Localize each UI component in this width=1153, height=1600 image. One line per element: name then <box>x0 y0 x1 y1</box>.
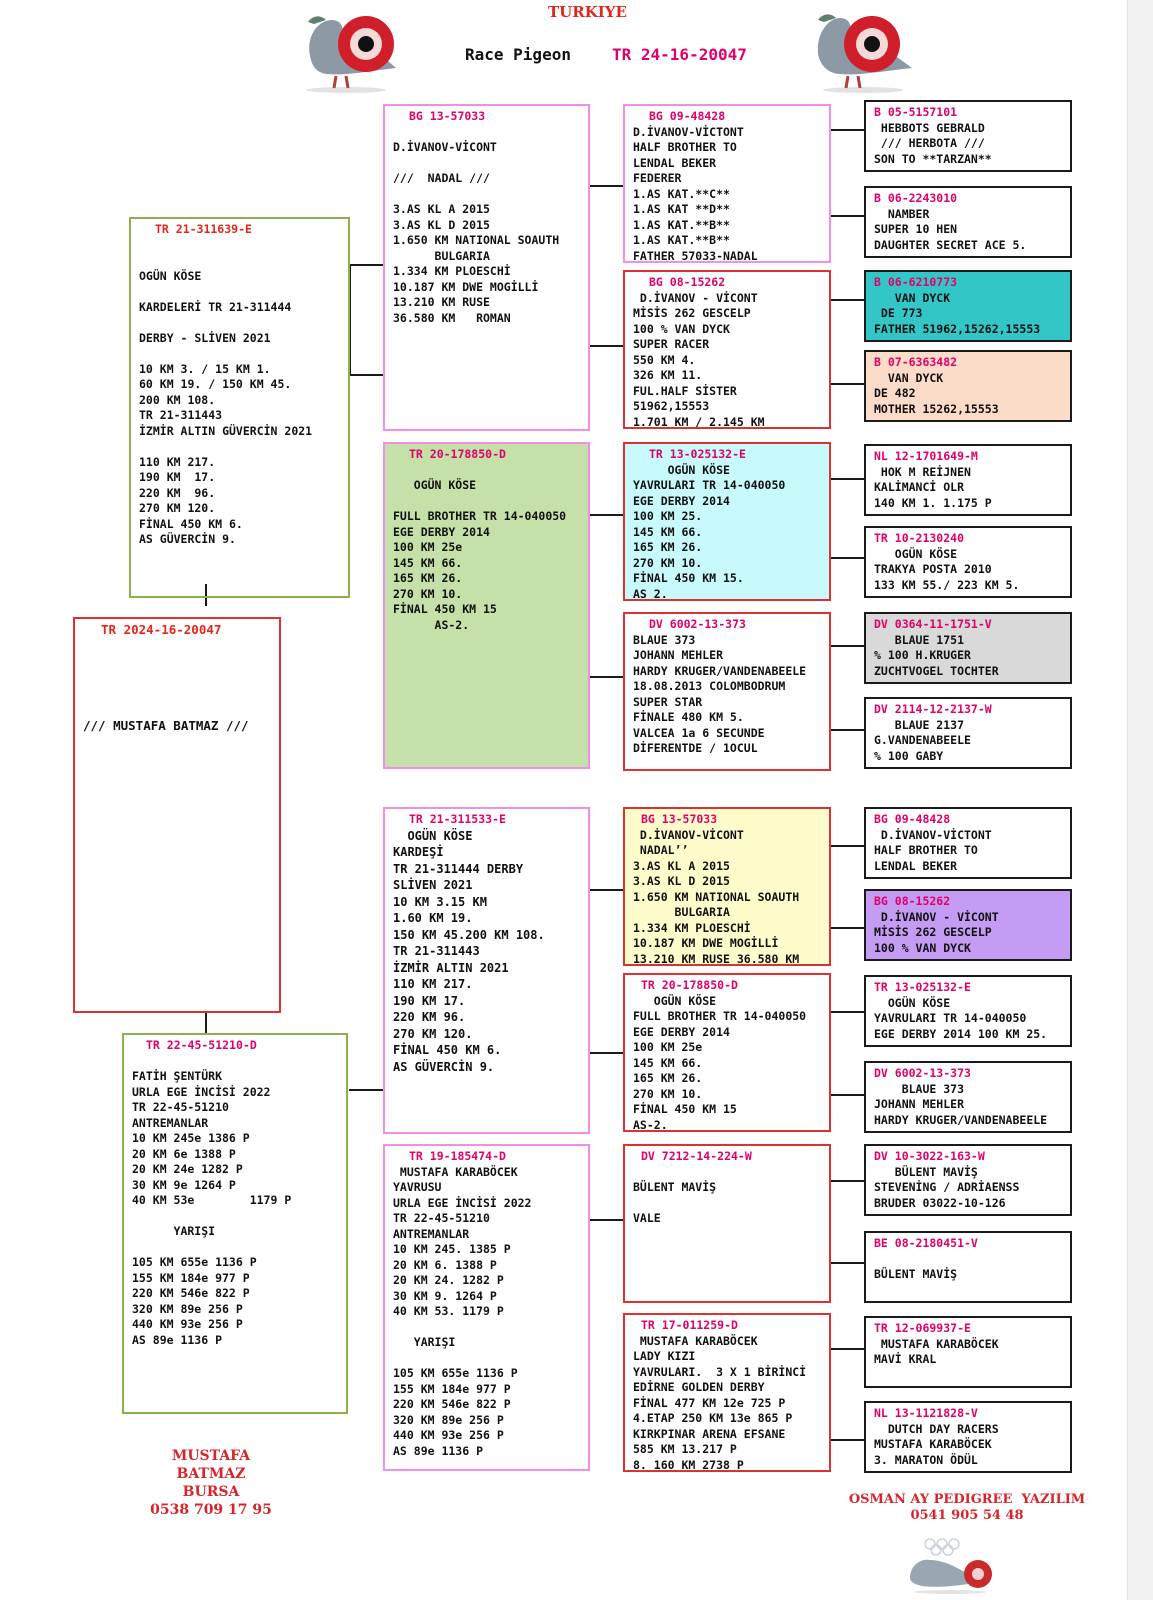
gen2-card <box>383 104 590 431</box>
race-label: Race Pigeon <box>465 45 571 64</box>
gen4-details: D.İVANOV - VİCONT MİSİS 262 GESCELP 100 % VAN DYCK <box>874 909 999 955</box>
gen3-card <box>623 807 831 966</box>
gen2-details: MUSTAFA KARABÖCEK YAVRUSU URLA EGE İNCİSİ 2022 TR 22-45-51210 ANTREMANLAR 10 KM 245. 1385 P 20 KM 6. 1388 P 20 KM 24. 1282 P 30 KM 9. 1264 P 40 KM 53. 1179 P YARIŞI 105 KM 655e 1136 P 155 KM 184e 977 P 220 KM 546e 822 P 320 KM 89e 256 P 440 KM 93e 256 P AS 89e 1136 P <box>393 1164 532 1458</box>
gen4-ring: B 05-5157101 <box>874 105 958 119</box>
gen3-ring: BG 08-15262 <box>649 275 726 289</box>
gen4-card <box>864 807 1072 879</box>
gen4-details: NAMBER SUPER 10 HEN DAUGHTER SECRET ACE 5. <box>874 206 1027 252</box>
gen4-details: BLAUE 373 JOHANN MEHLER HARDY KRUGER/VANDENABEELE <box>874 1081 1048 1127</box>
gen3-ring: BG 09-48428 <box>649 109 726 123</box>
gen3-details: D.İVANOV-VİCONT NADAL’’ 3.AS KL A 2015 3.AS KL D 2015 1.650 KM NATIONAL SOAUTH BULGARIA 1.334 KM PLOESCHİ 10.187 KM DWE MOGİLLİ 13.210 KM RUSE 36.580 KM <box>633 827 800 966</box>
subject-card <box>73 617 281 1013</box>
gen4-ring: DV 2114-12-2137-W <box>874 702 992 716</box>
connector <box>829 215 865 217</box>
gen4-details: OGÜN KÖSE YAVRULARI TR 14-040050 EGE DERBY 2014 100 KM 25. <box>874 995 1048 1041</box>
gen4-ring: NL 12-1701649-M <box>874 449 978 463</box>
gen2-details: OGÜN KÖSE KARDEŞİ TR 21-311444 DERBY SLİVEN 2021 10 KM 3.15 KM 1.60 KM 19. 150 KM 45.200 KM 108. TR 21-311443 İZMİR ALTIN 2021 110 KM 217. 190 KM 17. 220 KM 96. 270 KM 120. FİNAL 450 KM 6. AS GÜVERCİN 9. <box>393 828 545 1074</box>
software-phone: 0541 905 54 48 <box>910 1508 1024 1523</box>
dam-details: FATİH ŞENTÜRK URLA EGE İNCİSİ 2022 TR 22-45-51210 ANTREMANLAR 10 KM 245e 1386 P 20 KM 6e 1388 P 20 KM 24e 1282 P 30 KM 9e 1264 P 40 KM 53e 1179 P YARIŞI 105 KM 655e 1136 P 155 KM 184e 977 P 220 KM 546e 822 P 320 KM 89e 256 P 440 KM 93e 256 P AS 89e 1136 P <box>132 1069 292 1347</box>
gen3-ring: TR 13-025132-E <box>649 447 746 461</box>
connector <box>829 1348 865 1350</box>
gen4-card <box>864 1401 1072 1473</box>
gen3-ring: TR 17-011259-D <box>641 1318 738 1332</box>
gen4-card <box>864 975 1072 1047</box>
gen4-card <box>864 526 1072 598</box>
gen3-details: OGÜN KÖSE YAVRULARI TR 14-040050 EGE DERBY 2014 100 KM 25. 145 KM 66. 165 KM 26. 270 KM 10. FİNAL 450 KM 15. AS 2. <box>633 462 786 601</box>
gen4-ring: NL 13-1121828-V <box>874 1406 978 1420</box>
gen4-card <box>864 1061 1072 1133</box>
sire-card <box>129 217 350 598</box>
gen2-card <box>383 807 590 1134</box>
gen4-card <box>864 1231 1072 1303</box>
gen4-details: OGÜN KÖSE TRAKYA POSTA 2010 133 KM 55./ 223 KM 5. <box>874 546 1020 592</box>
gen3-card <box>623 104 831 263</box>
software-name: OSMAN AY PEDIGREE YAZILIM <box>848 1492 1086 1507</box>
gen2-details: D.İVANOV-VİCONT /// NADAL /// 3.AS KL A 2015 3.AS KL D 2015 1.650 KM NATIONAL SOAUTH BULGARIA 1.334 KM PLOESCHİ 10.187 KM DWE MOGİLLİ 13.210 KM RUSE 36.580 KM ROMAN <box>393 140 560 325</box>
gen4-card <box>864 100 1072 172</box>
gen4-card <box>864 889 1072 961</box>
connector <box>589 676 624 678</box>
connector <box>829 1094 865 1096</box>
gen3-details: BÜLENT MAVİŞ VALE <box>633 1180 717 1225</box>
gen3-details: D.İVANOV - VİCONT MİSİS 262 GESCELP 100 % VAN DYCK SUPER RACER 550 KM 4. 326 KM 11. FUL.HALF SİSTER 51962,15553 1.701 KM / 2.145 KM <box>633 290 765 429</box>
connector <box>829 1439 865 1441</box>
gen4-card <box>864 1316 1072 1388</box>
connector <box>589 514 624 516</box>
gen3-details: BLAUE 373 JOHANN MEHLER HARDY KRUGER/VANDENABEELE 18.08.2013 COLOMBODRUM SUPER STAR FİNALE 480 KM 5. VALCEA 1a 6 SECUNDE DİFERENTDE / 1OCUL <box>633 632 807 755</box>
gen3-card <box>623 1144 831 1303</box>
connector <box>829 845 865 847</box>
gen4-ring: TR 12-069937-E <box>874 1321 971 1335</box>
connector <box>589 185 624 187</box>
gen4-ring: B 07-6363482 <box>874 355 958 369</box>
gen4-details: BLAUE 1751 % 100 H.KRUGER ZUCHTVOGEL TOCHTER <box>874 632 999 678</box>
connector <box>829 383 865 385</box>
dam-ring: TR 22-45-51210-D <box>146 1038 257 1052</box>
gen4-card <box>864 612 1072 684</box>
gen2-ring: TR 19-185474-D <box>409 1149 506 1163</box>
breeder-info <box>136 1447 286 1519</box>
connector <box>589 889 624 891</box>
gen4-card <box>864 270 1072 342</box>
gen4-details: BÜLENT MAVİŞ <box>874 1267 958 1281</box>
gen4-ring: DV 0364-11-1751-V <box>874 617 992 631</box>
pigeon-logo-left <box>296 6 406 94</box>
connector <box>349 1089 384 1091</box>
connector <box>829 1011 865 1013</box>
gen4-details: HEBBOTS GEBRALD /// HERBOTA /// SON TO **TARZAN** <box>874 120 992 166</box>
gen2-details: OGÜN KÖSE FULL BROTHER TR 14-040050 EGE DERBY 2014 100 KM 25e 145 KM 66. 165 KM 26. 270 KM 10. FİNAL 450 KM 15 AS-2. <box>393 478 567 632</box>
gen4-details: VAN DYCK DE 773 FATHER 51962,15262,15553 <box>874 290 1041 336</box>
sire-details: OGÜN KÖSE KARDELERİ TR 21-311444 DERBY - SLİVEN 2021 10 KM 3. / 15 KM 1. 60 KM 19. / 150 KM 45. 200 KM 108. TR 21-311443 İZMİR ALTIN GÜVERCİN 2021 110 KM 217. 190 KM 17. 220 KM 96. 270 KM 120. FİNAL 450 KM 6. AS GÜVERCİN 9. <box>139 268 313 546</box>
pigeon-logo-right <box>808 6 918 94</box>
gen4-card <box>864 350 1072 422</box>
gen4-details: DUTCH DAY RACERS MUSTAFA KARABÖCEK 3. MARATON ÖDÜL <box>874 1421 999 1467</box>
subject-ring: TR 2024-16-20047 <box>101 622 222 637</box>
country-title: TURKIYE <box>548 3 627 21</box>
connector <box>589 345 624 347</box>
connector <box>589 1219 624 1221</box>
gen4-ring: TR 13-025132-E <box>874 980 971 994</box>
sire-ring: TR 21-311639-E <box>155 222 252 236</box>
gen4-ring: BG 09-48428 <box>874 812 951 826</box>
gen4-ring: BE 08-2180451-V <box>874 1236 978 1250</box>
gen4-ring: BG 08-15262 <box>874 894 951 908</box>
gen4-card <box>864 1144 1072 1216</box>
gen4-details: BLAUE 2137 G.VANDENABEELE % 100 GABY <box>874 717 971 763</box>
gen3-card <box>623 1313 831 1472</box>
connector <box>829 557 865 559</box>
gen4-card <box>864 186 1072 258</box>
connector <box>829 299 865 301</box>
gen4-ring: B 06-6210773 <box>874 275 958 289</box>
breeder-phone: 0538 709 17 95 <box>150 1502 272 1518</box>
gen4-card <box>864 697 1072 769</box>
connector <box>829 478 865 480</box>
software-info <box>842 1492 1092 1524</box>
gen3-card <box>623 612 831 771</box>
gen2-ring: TR 20-178850-D <box>409 447 506 461</box>
gen2-ring: BG 13-57033 <box>409 109 486 123</box>
header-ring: TR 24-16-20047 <box>612 45 747 64</box>
gen4-details: HOK M REİJNEN KALİMANCİ OLR 140 KM 1. 1.175 P <box>874 464 992 510</box>
gen4-details: MUSTAFA KARABÖCEK MAVİ KRAL <box>874 1336 999 1366</box>
dam-card <box>122 1033 348 1414</box>
connector <box>829 1262 865 1264</box>
connector <box>349 264 384 266</box>
connector <box>829 927 865 929</box>
gen2-card <box>383 442 590 769</box>
gen4-ring: DV 6002-13-373 <box>874 1066 971 1080</box>
connector <box>589 1052 624 1054</box>
breeder-city: BURSA <box>182 1484 240 1500</box>
gen3-card <box>623 270 831 429</box>
software-pigeon-logo <box>900 1528 1000 1596</box>
page-edge <box>1127 0 1153 1600</box>
connector <box>205 1013 207 1033</box>
gen4-ring: B 06-2243010 <box>874 191 958 205</box>
connector <box>829 129 865 131</box>
connector <box>829 729 865 731</box>
gen2-ring: TR 21-311533-E <box>409 812 506 826</box>
gen4-card <box>864 444 1072 516</box>
gen4-ring: DV 10-3022-163-W <box>874 1149 985 1163</box>
gen3-ring: DV 7212-14-224-W <box>641 1149 752 1163</box>
gen3-details: MUSTAFA KARABÖCEK LADY KIZI YAVRULARI. 3 X 1 BİRİNCİ EDİRNE GOLDEN DERBY FİNAL 477 KM 12e 725 P 4.ETAP 250 KM 13e 865 P KIRKPINAR ARENA EFSANE 585 KM 13.217 P 8. 160 KM 2738 P <box>633 1333 807 1472</box>
subject-owner: /// MUSTAFA BATMAZ /// <box>83 717 249 733</box>
gen4-details: D.İVANOV-VİCTONT HALF BROTHER TO LENDAL BEKER <box>874 827 992 873</box>
connector <box>349 374 384 376</box>
gen4-ring: TR 10-2130240 <box>874 531 965 545</box>
connector <box>829 645 865 647</box>
breeder-name: MUSTAFA BATMAZ <box>171 1448 251 1482</box>
gen3-ring: TR 20-178850-D <box>641 978 738 992</box>
gen3-card <box>623 442 831 601</box>
gen3-card <box>623 973 831 1132</box>
gen4-details: VAN DYCK DE 482 MOTHER 15262,15553 <box>874 370 999 416</box>
connector <box>829 1180 865 1182</box>
gen4-details: BÜLENT MAVİŞ STEVENİNG / ADRİAENSS BRUDER 03022-10-126 <box>874 1164 1020 1210</box>
gen3-ring: DV 6002-13-373 <box>649 617 746 631</box>
gen3-details: D.İVANOV-VİCTONT HALF BROTHER TO LENDAL BEKER FEDERER 1.AS KAT.**C** 1.AS KAT **D** 1.AS KAT.**B** 1.AS KAT.**B** FATHER 57033-NADAL <box>633 124 758 263</box>
gen3-details: OGÜN KÖSE FULL BROTHER TR 14-040050 EGE DERBY 2014 100 KM 25e 145 KM 66. 165 KM 26. 270 KM 10. FİNAL 450 KM 15 AS-2. <box>633 993 807 1132</box>
gen2-card <box>383 1144 590 1471</box>
gen3-ring: BG 13-57033 <box>641 812 718 826</box>
